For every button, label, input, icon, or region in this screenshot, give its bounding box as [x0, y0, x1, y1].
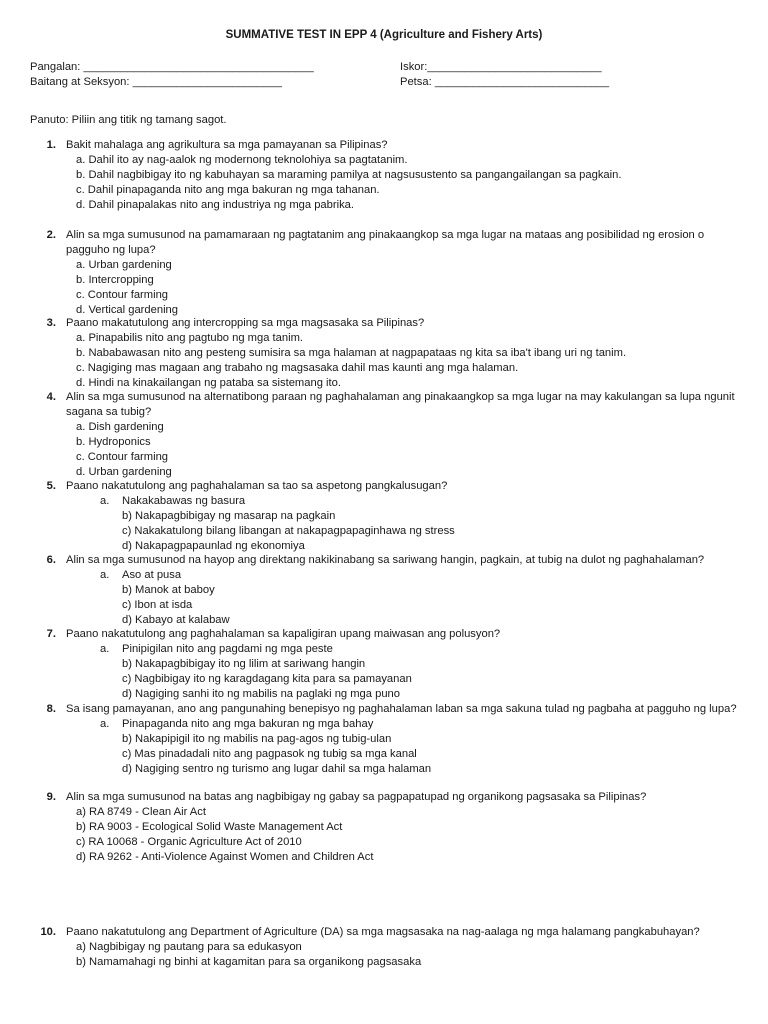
option-a [76, 494, 745, 509]
option-d: d. Urban gardening [76, 466, 172, 478]
option-b: b) Nakapipigil ito ng mabilis na pag-agos ng tubig-ulan [122, 733, 392, 745]
option-d: d) Kabayo at kalabaw [122, 614, 230, 626]
option-text: Pinipigilan nito ang pagdami ng mga peste [122, 643, 333, 655]
question-8 [30, 702, 745, 777]
question-text: Alin sa mga sumusunod na alternatibong paraan ng paghahalaman ang pinakaangkop sa mga lugar na may kakulangan sa lupa ngunit sagana sa tubig? [66, 391, 735, 418]
question-text: Paano nakatutulong ang paghahalaman sa tao sa aspetong pangkalusugan? [66, 480, 448, 492]
option-c: c) Ibon at isda [122, 599, 193, 611]
instructions: Panuto: Piliin ang titik ng tamang sagot. [30, 114, 227, 126]
option-text: Nakakabawas ng basura [122, 495, 246, 507]
question-number: 1. [46, 139, 56, 151]
option-letter: a. [100, 643, 110, 655]
question-5 [30, 479, 745, 554]
question-4 [30, 390, 745, 480]
option-a: a. Dish gardening [76, 421, 164, 433]
option-a [76, 642, 745, 657]
option-b: b. Nababawasan nito ang pesteng sumisira sa mga halaman at nagpapataas ng kita sa iba't ibang uri ng tanim. [76, 347, 627, 359]
question-3 [30, 316, 745, 391]
question-number: 7. [46, 628, 56, 640]
question-number: 2. [46, 229, 56, 241]
option-b: b. Intercropping [76, 274, 154, 286]
question-text: Alin sa mga sumusunod na hayop ang direktang nakikinabang sa sariwang hangin, pagkain, at tubig na dulot ng paghahalaman? [66, 554, 705, 566]
question-number: 8. [46, 703, 56, 715]
option-c: c) Nagbibigay ito ng karagdagang kita para sa pamayanan [122, 673, 412, 685]
option-b: b) RA 9003 - Ecological Solid Waste Management Act [76, 821, 343, 833]
option-d: d) Nagiging sentro ng turismo ang lugar dahil sa mga halaman [122, 763, 432, 775]
option-c: c. Contour farming [76, 289, 169, 301]
option-d: d) Nakapagpapaunlad ng ekonomiya [122, 540, 305, 552]
option-a [76, 568, 745, 583]
question-number: 4. [46, 391, 56, 403]
option-text: Aso at pusa [122, 569, 182, 581]
question-1 [30, 138, 745, 213]
question-number: 9. [46, 791, 56, 803]
option-c: c) Mas pinadadali nito ang pagpasok ng tubig sa mga kanal [122, 748, 417, 760]
question-number: 6. [46, 554, 56, 566]
option-a: a) RA 8749 - Clean Air Act [76, 806, 206, 818]
option-d: d) Nagiging sanhi ito ng mabilis na paglaki ng mga puno [122, 688, 400, 700]
page-title: SUMMATIVE TEST IN EPP 4 (Agriculture and Fishery Arts) [225, 29, 543, 41]
question-2 [30, 228, 745, 318]
question-text: Alin sa mga sumusunod na batas ang nagbibigay ng gabay sa pagpapatupad ng organikong pagsasaka sa Pilipinas? [66, 791, 647, 803]
question-number: 3. [46, 317, 56, 329]
option-text: Pinapaganda nito ang mga bakuran ng mga bahay [122, 718, 374, 730]
question-number: 10. [40, 926, 56, 938]
option-a: a) Nagbibigay ng pautang para sa edukasyon [76, 941, 302, 953]
option-c: c) Nakakatulong bilang libangan at nakapagpapaginhawa ng stress [122, 525, 455, 537]
question-text: Sa isang pamayanan, ano ang pangunahing benepisyo ng paghahalaman laban sa mga sakuna tulad ng pagbaha at pagguho ng lupa? [66, 703, 737, 715]
question-9 [30, 790, 745, 865]
option-b: b. Dahil nagbibigay ito ng kabuhayan sa maraming pamilya at nagsusustento sa pangangailangan sa pagkain. [76, 169, 622, 181]
option-b: b) Nakapagbibigay ito ng lilim at sariwang hangin [122, 658, 366, 670]
option-d: d. Hindi na kinakailangan ng pataba sa sistemang ito. [76, 377, 341, 389]
option-c: c. Contour farming [76, 451, 169, 463]
question-10 [30, 925, 745, 970]
option-b: b) Nakapagbibigay ng masarap na pagkain [122, 510, 336, 522]
option-c: c. Nagiging mas magaan ang trabaho ng magsasaka dahil mas kaunti ang mga halaman. [76, 362, 519, 374]
option-a: a. Urban gardening [76, 259, 172, 271]
option-a [76, 717, 745, 732]
option-d: d. Dahil pinapalakas nito ang industriya ng mga pabrika. [76, 199, 354, 211]
option-b: b) Namamahagi ng binhi at kagamitan para sa organikong pagsasaka [76, 956, 422, 968]
option-b: b. Hydroponics [76, 436, 151, 448]
option-letter: a. [100, 495, 110, 507]
option-letter: a. [100, 569, 110, 581]
option-b: b) Manok at baboy [122, 584, 215, 596]
option-a: a. Pinapabilis nito ang pagtubo ng mga tanim. [76, 332, 304, 344]
question-text: Paano nakatutulong ang Department of Agriculture (DA) sa mga magsasaka na nag-aalaga ng mga halamang pangkabuhayan? [66, 926, 700, 938]
option-c: c. Dahil pinapaganda nito ang mga bakuran ng mga tahanan. [76, 184, 380, 196]
question-number: 5. [46, 480, 56, 492]
date-field: Petsa: ____________________________ [400, 76, 610, 88]
question-text: Paano makatutulong ang intercropping sa mga magsasaka sa Pilipinas? [66, 317, 425, 329]
question-text: Bakit mahalaga ang agrikultura sa mga pamayanan sa Pilipinas? [66, 139, 388, 151]
question-text: Alin sa mga sumusunod na pamamaraan ng pagtatanim ang pinakaangkop sa mga lugar na mataas ang posibilidad ng erosion o pagguho ng lupa? [66, 229, 705, 256]
grade-section-field: Baitang at Seksyon: ________________________ [30, 76, 282, 88]
question-7 [30, 627, 745, 702]
option-letter: a. [100, 718, 110, 730]
question-6 [30, 553, 745, 628]
question-text: Paano nakatutulong ang paghahalaman sa kapaligiran upang maiwasan ang polusyon? [66, 628, 501, 640]
option-d: d) RA 9262 - Anti-Violence Against Women and Children Act [76, 851, 374, 863]
option-d: d. Vertical gardening [76, 304, 178, 316]
score-field: Iskor:____________________________ [400, 61, 602, 73]
option-c: c) RA 10068 - Organic Agriculture Act of 2010 [76, 836, 302, 848]
name-field: Pangalan: _____________________________________ [30, 61, 314, 73]
option-a: a. Dahil ito ay nag-aalok ng modernong teknolohiya sa pagtatanim. [76, 154, 408, 166]
